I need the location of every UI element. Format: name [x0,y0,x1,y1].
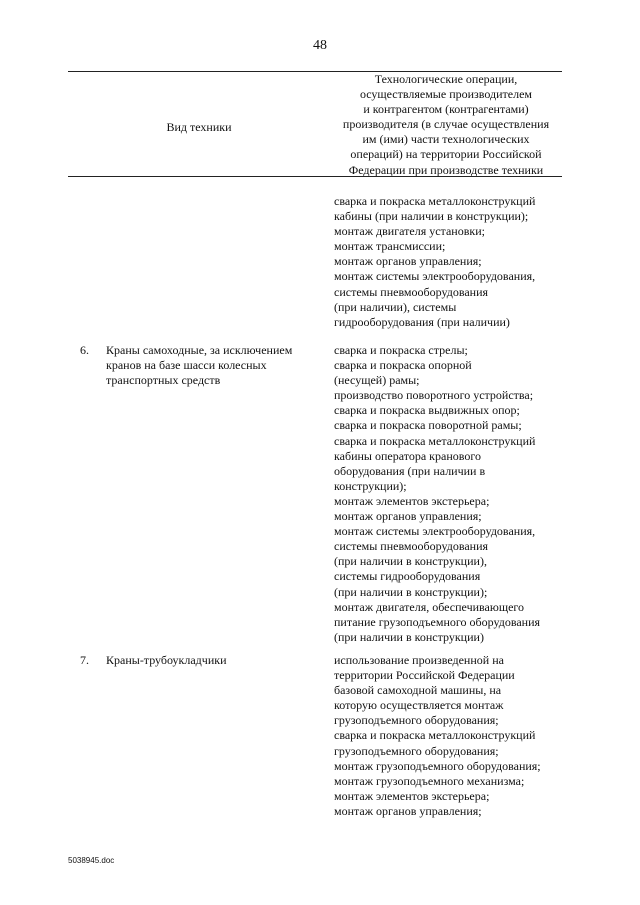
operation-line: конструкции); [334,478,407,493]
operation-line: которую осуществляется монтаж [334,698,504,713]
equipment-name [106,343,292,388]
operation-line: гидрооборудования (при наличии) [334,314,510,329]
operation-line: монтаж двигателя установки; [334,224,485,239]
equipment-name-line: Краны самоходные, за исключением [106,343,293,357]
operation-line: монтаж грузоподъемного механизма; [334,773,525,788]
operation-line: системы пневмооборудования [334,284,489,299]
operation-line: кабины оператора кранового [334,448,481,463]
operation-line: (при наличии в конструкции), [334,554,487,569]
operation-line: сварка и покраска металлоконструкций [334,433,536,448]
equipment-name-line: Краны-трубоукладчики [106,653,227,667]
operation-line: системы пневмооборудования [334,539,489,554]
header-line: и контрагентом (контрагентами) [363,102,529,117]
table-header-bottom-rule [68,176,562,177]
row-number: 6. [80,343,89,357]
header-line: Федерации при производстве техники [348,162,544,177]
operation-line: сварка и покраска поворотной рамы; [334,418,522,433]
header-line: им (ими) части технологических [362,132,530,147]
document-id: 5038945.doc [68,856,115,865]
operation-line: монтаж элементов экстерьера; [334,493,490,508]
page-number: 48 [313,38,327,53]
row-number: 7. [80,653,89,667]
continuation-operations [334,194,535,330]
operation-line: сварка и покраска стрелы; [334,343,468,357]
header-technological-operations [330,72,562,178]
header-line: осуществляемые производителем [359,87,533,102]
operation-line: монтаж грузоподъемного оборудования; [334,758,541,773]
operation-line: сварка и покраска металлоконструкций [334,194,536,208]
operation-line: оборудования (при наличии в [334,463,486,478]
operation-line: производство поворотного устройства; [334,388,534,403]
operation-line: (при наличии в конструкции); [334,584,488,599]
operation-line: сварка и покраска опорной [334,358,472,373]
operation-line: монтаж органов управления; [334,803,482,818]
operation-line: монтаж органов управления; [334,509,482,524]
header-line: производителя (в случае осуществления [342,117,550,132]
operation-line: сварка и покраска металлоконструкций [334,728,536,743]
equipment-name [106,653,227,668]
operation-line: монтаж системы электрооборудования, [334,524,536,539]
operation-line: (несущей) рамы; [334,373,420,388]
operation-line: территории Российской Федерации [334,668,515,683]
operation-line: монтаж органов управления; [334,254,482,269]
header-line: операций) на территории Российской [350,147,542,162]
operation-line: базовой самоходной машины, на [334,683,502,698]
operation-line: монтаж элементов экстерьера; [334,788,490,803]
header-equipment-type: Вид техники [166,120,232,134]
operation-line: монтаж системы электрооборудования, [334,269,536,284]
operation-line: использование произведенной на [334,653,504,667]
operation-line: сварка и покраска выдвижных опор; [334,403,520,418]
operation-line: питание грузоподъемного оборудования [334,614,541,629]
header-line: Технологические операции, [374,72,518,86]
row-operations [334,653,541,819]
operation-line: монтаж двигателя, обеспечивающего [334,599,525,614]
operation-line: монтаж трансмиссии; [334,239,446,254]
operation-line: кабины (при наличии в конструкции); [334,209,529,224]
operation-line: (при наличии), системы [334,299,457,314]
operation-line: грузоподъемного оборудования; [334,713,499,728]
row-operations [334,343,540,645]
operation-line: системы гидрооборудования [334,569,481,584]
equipment-name-line: кранов на базе шасси колесных [106,358,267,373]
operation-line: грузоподъемного оборудования; [334,743,499,758]
equipment-name-line: транспортных средств [106,373,221,388]
operation-line: (при наличии в конструкции) [334,629,484,644]
